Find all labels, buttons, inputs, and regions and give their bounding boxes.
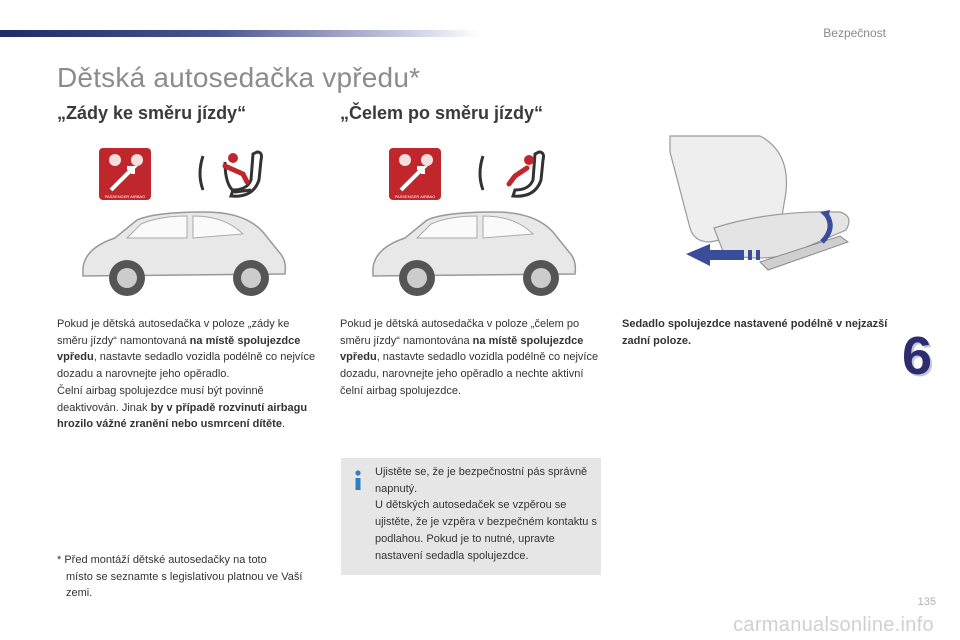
- rear-facing-illustration: [75, 140, 295, 310]
- seat-caption: Sedadlo spolujezdce nastavené podélně v nejzazší zadní poloze.: [622, 318, 888, 347]
- svg-text:PASSENGER AIRBAG: PASSENGER AIRBAG: [394, 194, 436, 199]
- page-title: Dětská autosedačka vpředu*: [57, 62, 421, 93]
- page-number: 135: [917, 596, 936, 608]
- section-title: Bezpečnost: [823, 26, 886, 40]
- airbag-warning-label-icon: [389, 148, 441, 200]
- forward-facing-illustration: [365, 140, 585, 310]
- header-gradient-bar: [0, 30, 480, 37]
- car-side-view-icon: [373, 212, 575, 296]
- info-text: Ujistěte se, že je bezpečnostní pás správně napnutý. U dětských autosedaček se vzpěrou se ujistěte, že je vzpěra v bezpečném kontaktu s podlahou. Pokud je to nutné, upravte nastavení sedadla spolujezdce.: [375, 466, 597, 562]
- info-box: [341, 458, 601, 575]
- child-seat-forward-facing-icon: [480, 152, 544, 196]
- heading-rear-facing: „Zády ke směru jízdy“: [57, 103, 247, 123]
- airbag-warning-label-icon: [99, 148, 151, 200]
- child-seat-rear-facing-icon: [200, 152, 262, 196]
- car-side-view-icon: [83, 212, 285, 296]
- rear-facing-paragraph-2: Čelní airbag spolujezdce musí být povinně deaktivován. Jinak by v případě rozvinutí airbagu hrozilo vážné zranění nebo usmrcení dítěte.: [57, 384, 308, 431]
- rear-facing-instructions: [57, 316, 321, 433]
- passenger-seat-illustration: [640, 132, 875, 282]
- heading-forward-facing: „Čelem po směru jízdy“: [340, 103, 544, 123]
- info-icon: [351, 470, 365, 492]
- rear-facing-paragraph-1: Pokud je dětská autosedačka v poloze „zády ke směru jízdy“ namontovaná na místě spolujezdce vpředu, nastavte sedadlo vozidla podélně co nejvíce dozadu a narovnejte jeho opěradlo.: [57, 318, 316, 381]
- chapter-number: 6: [902, 326, 933, 386]
- forward-facing-paragraph: Pokud je dětská autosedačka v poloze „čelem po směru jízdy“ namontována na místě spolujezdce vpředu, nastavte sedadlo vozidla podélně co nejvíce dozadu, narovnejte jeho opěradlo a nechte aktivní čelní airbag spolujezdce.: [340, 318, 599, 397]
- svg-text:PASSENGER AIRBAG: PASSENGER AIRBAG: [104, 194, 146, 199]
- footnote: * Před montáží dětské autosedačky na toto místo se seznamte s legislativou platnou ve Vaší zemi.: [57, 554, 303, 600]
- watermark: carmanualsonline.info: [733, 614, 934, 636]
- forward-facing-instructions: [340, 316, 602, 400]
